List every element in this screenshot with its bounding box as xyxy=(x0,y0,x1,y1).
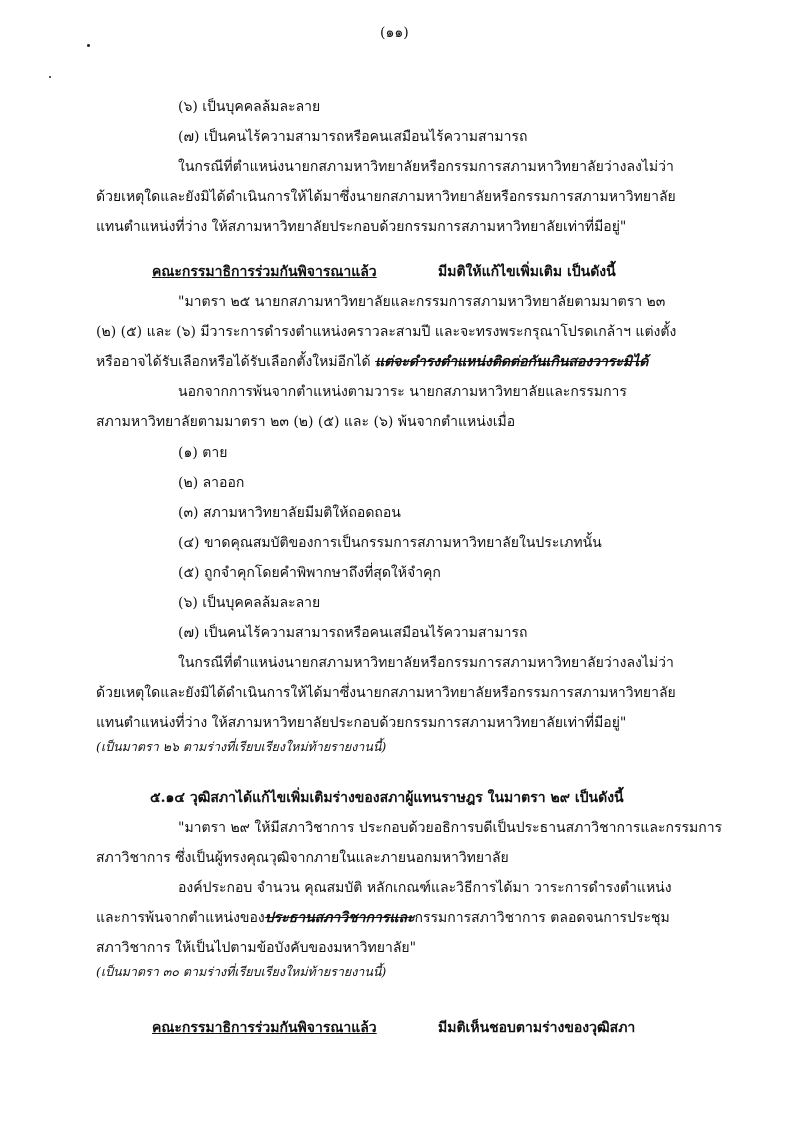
paragraph-line: สภาวิชาการ ให้เป็นไปตามข้อบังคับของมหาวิทยาลัย" xyxy=(96,940,417,956)
committee-resolution: มีมติให้แก้ไขเพิ่มเติม เป็นดังนี้ xyxy=(438,264,616,280)
paragraph-line: ด้วยเหตุใดและยังมิได้ดำเนินการให้ได้มาซึ่งนายกสภามหาวิทยาลัยหรือกรรมการสภามหาวิทยาลัย xyxy=(96,189,676,205)
paragraph-line: ในกรณีที่ตำแหน่งนายกสภามหาวิทยาลัยหรือกรรมการสภามหาวิทยาลัยว่างลงไม่ว่า xyxy=(178,159,674,175)
paragraph-text: หรืออาจได้รับเลือกหรือได้รับเลือกตั้งใหม่อีกได้ xyxy=(96,354,371,370)
section-heading: ๕.๑๔ วุฒิสภาได้แก้ไขเพิ่มเติมร่างของสภาผู้แทนราษฎร ในมาตรา ๒๙ เป็นดังนี้ xyxy=(150,790,624,806)
struck-text: แต่จะดำรงตำแหน่งติดต่อกันเกินสองวาระมิได้ xyxy=(375,354,649,370)
list-item: (๓) สภามหาวิทยาลัยมีมติให้ถอดถอน xyxy=(178,505,401,521)
committee-label: คณะกรรมาธิการร่วมกันพิจารณาแล้ว xyxy=(152,1020,377,1036)
paragraph-line: ด้วยเหตุใดและยังมิได้ดำเนินการให้ได้มาซึ่งนายกสภามหาวิทยาลัยหรือกรรมการสภามหาวิทยาลัย xyxy=(96,685,676,701)
speck-mark xyxy=(49,76,51,78)
paragraph-line xyxy=(96,352,648,372)
speck-mark xyxy=(87,44,90,47)
paragraph-text: และการพ้นจากตำแหน่งของ xyxy=(96,910,265,926)
paragraph-text: กรรมการสภาวิชาการ ตลอดจนการประชุม xyxy=(414,910,670,926)
list-item: (๑) ตาย xyxy=(178,445,228,461)
paragraph-line: สภาวิชาการ ซึ่งเป็นผู้ทรงคุณวุฒิจากภายในและภายนอกมหาวิทยาลัย xyxy=(96,850,509,866)
paragraph-line xyxy=(96,908,670,928)
page-number: (๑๑) xyxy=(380,25,409,41)
paragraph-line: "มาตรา ๒๙ ให้มีสภาวิชาการ ประกอบด้วยอธิการบดีเป็นประธานสภาวิชาการและกรรมการ xyxy=(178,820,723,836)
list-item: (๔) ขาดคุณสมบัติของการเป็นกรรมการสภามหาวิทยาลัยในประเภทนั้น xyxy=(178,535,602,551)
list-item: (๕) ถูกจำคุกโดยคำพิพากษาถึงที่สุดให้จำคุก xyxy=(178,565,441,581)
paragraph-line: สภามหาวิทยาลัยตามมาตรา ๒๓ (๒) (๕) และ (๖) พ้นจากตำแหน่งเมื่อ xyxy=(96,414,516,430)
list-item: (๖) เป็นบุคคลล้มละลาย xyxy=(178,595,321,611)
struck-text: ประธานสภาวิชาการและ xyxy=(264,910,415,926)
paragraph-line: แทนตำแหน่งที่ว่าง ให้สภามหาวิทยาลัยประกอบด้วยกรรมการสภามหาวิทยาลัยเท่าที่มีอยู่" xyxy=(96,219,627,235)
list-item: (๗) เป็นคนไร้ความสามารถหรือคนเสมือนไร้ความสามารถ xyxy=(178,625,528,641)
footnote: (เป็นมาตรา ๓๐ ตามร่างที่เรียบเรียงใหม่ท้ายรายงานนี้) xyxy=(96,964,387,979)
paragraph-line: นอกจากการพ้นจากตำแหน่งตามวาระ นายกสภามหาวิทยาลัยและกรรมการ xyxy=(178,384,627,400)
list-item: (๖) เป็นบุคคลล้มละลาย xyxy=(178,99,321,115)
committee-label: คณะกรรมาธิการร่วมกันพิจารณาแล้ว xyxy=(152,264,377,280)
paragraph-line: แทนตำแหน่งที่ว่าง ให้สภามหาวิทยาลัยประกอบด้วยกรรมการสภามหาวิทยาลัยเท่าที่มีอยู่" xyxy=(96,715,627,731)
paragraph-line: (๒) (๕) และ (๖) มีวาระการดำรงตำแหน่งคราวละสามปี และจะทรงพระกรุณาโปรดเกล้าฯ แต่งตั้ง xyxy=(96,324,677,340)
paragraph-line: องค์ประกอบ จำนวน คุณสมบัติ หลักเกณฑ์และวิธีการได้มา วาระการดำรงตำแหน่ง xyxy=(178,880,672,896)
list-item: (๗) เป็นคนไร้ความสามารถหรือคนเสมือนไร้ความสามารถ xyxy=(178,129,528,145)
list-item: (๒) ลาออก xyxy=(178,475,245,491)
committee-resolution: มีมติเห็นชอบตามร่างของวุฒิสภา xyxy=(438,1020,636,1036)
footnote: (เป็นมาตรา ๒๖ ตามร่างที่เรียบเรียงใหม่ท้ายรายงานนี้) xyxy=(96,739,387,754)
paragraph-line: "มาตรา ๒๕ นายกสภามหาวิทยาลัยและกรรมการสภามหาวิทยาลัยตามมาตรา ๒๓ xyxy=(178,294,666,310)
paragraph-line: ในกรณีที่ตำแหน่งนายกสภามหาวิทยาลัยหรือกรรมการสภามหาวิทยาลัยว่างลงไม่ว่า xyxy=(178,655,674,671)
